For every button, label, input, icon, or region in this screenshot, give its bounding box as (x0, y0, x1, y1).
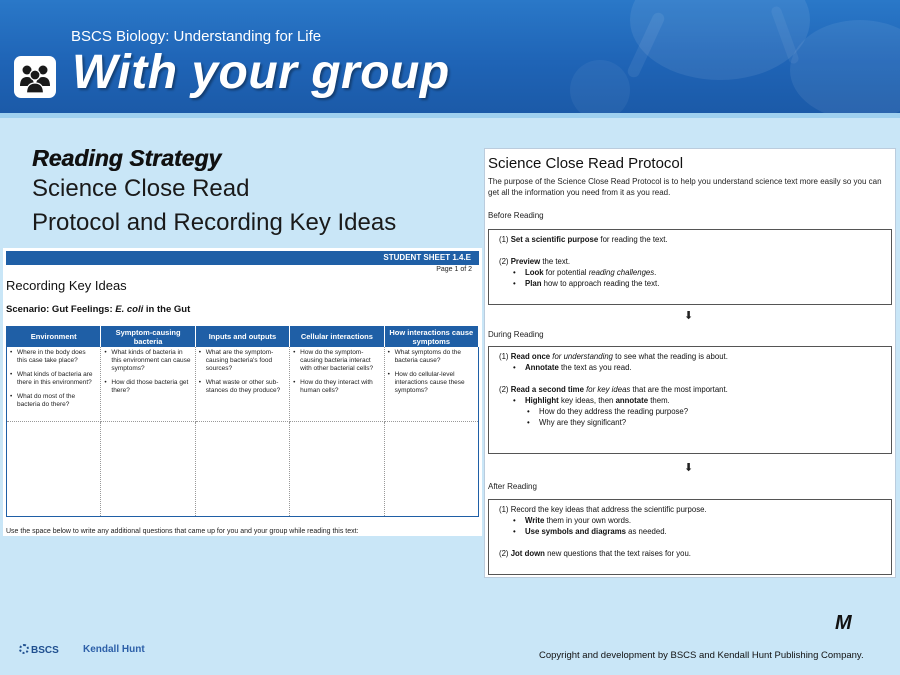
answer-cell (7, 422, 101, 517)
headline-line-1: Science Close Read (32, 175, 250, 202)
before-reading-label: Before Reading (488, 211, 544, 220)
step-text: that are the most important. (630, 385, 728, 394)
prompt-item: • What waste or other sub-stances do they produce? (199, 379, 286, 395)
table-cell (195, 347, 289, 422)
during-bullet-1 (511, 362, 881, 373)
during-reading-box (488, 346, 892, 454)
step-text: new questions that the text raises for you. (544, 549, 691, 558)
column-header: Symptom-causing bacteria (101, 327, 195, 347)
course-title: BSCS Biology: Understanding for Life (71, 28, 322, 45)
down-arrow-icon: ⬇ (684, 310, 694, 322)
during-step-2 (499, 384, 881, 395)
prompt-item: • What kinds of bacteria are there in this environment? (10, 371, 97, 387)
bscs-logo-icon (19, 644, 29, 654)
spacer (499, 373, 881, 384)
after-reading-label: After Reading (488, 482, 537, 491)
prompt-item: • How did those bacteria get there? (104, 379, 191, 395)
bullet-text: the text as you read. (558, 363, 632, 372)
bullet-bold: Use symbols and diagrams (525, 527, 626, 536)
table-row (7, 347, 479, 422)
after-bullet-1 (511, 515, 881, 526)
copyright-notice: Copyright and development by BSCS and Kendall Hunt Publishing Company. (539, 650, 864, 661)
column-header: Environment (7, 327, 101, 347)
step-italic: for key ideas (583, 385, 631, 394)
answer-cell (101, 422, 195, 517)
table-header-row (7, 327, 479, 347)
bullet-bold: Plan (525, 279, 542, 288)
step-text: the text. (540, 257, 571, 266)
prompt-item: • Where in the body does this case take place? (10, 349, 97, 365)
answer-cell (290, 422, 384, 517)
sheet-title: Recording Key Ideas (6, 278, 127, 293)
bullet-bold: Highlight (525, 396, 559, 405)
step-number: (1) (499, 352, 511, 361)
column-header: How interactions cause symptoms (384, 327, 478, 347)
answer-cell (195, 422, 289, 517)
after-step-1: (1) Record the key ideas that address the scientific purpose. (499, 505, 707, 514)
close-read-protocol-sheet (484, 148, 896, 578)
after-step-2 (499, 548, 881, 559)
step-number: (1) (499, 235, 511, 244)
table-cell (7, 347, 101, 422)
before-bullet-2 (511, 278, 881, 289)
answer-cell (384, 422, 478, 517)
prompt-item: • What do most of the bacteria do there? (10, 393, 97, 409)
header-banner (0, 0, 900, 113)
prompt-item: • What symptoms do the bacteria cause? (388, 349, 475, 365)
step-bold: Read a second time (510, 385, 584, 394)
step-bold: Read once (510, 352, 551, 361)
student-sheet-label: STUDENT SHEET 1.4.E (6, 251, 479, 265)
protocol-intro: The purpose of the Science Close Read Protocol is to help you understand science text more easily so you can get all the information you need from it as you read. (488, 177, 882, 197)
before-bullet-1 (511, 267, 881, 278)
table-cell (384, 347, 478, 422)
spacer (499, 245, 881, 256)
strategy-label: Reading Strategy (32, 145, 222, 171)
bullet-text: key ideas, then (558, 396, 616, 405)
after-bullet-2 (511, 526, 881, 537)
before-step-1 (499, 234, 881, 245)
table-cell (101, 347, 195, 422)
group-people-icon (14, 56, 56, 98)
kendall-hunt-logo: Kendall Hunt (83, 644, 145, 655)
bullet-bold-2: annotate (615, 396, 649, 405)
prompt-item: • How do the symptom-causing bacteria interact with other bacterial cells? (293, 349, 380, 373)
during-bullet-2 (511, 395, 881, 406)
bullet-bold: Annotate (525, 363, 559, 372)
before-reading-box (488, 229, 892, 305)
reading-strategy-headline (32, 145, 396, 240)
recording-key-ideas-sheet (3, 248, 482, 536)
bullet-text: how to approach reading the text. (541, 279, 660, 288)
step-number: (2) (499, 257, 511, 266)
headline-line-2: Protocol and Recording Key Ideas (32, 209, 397, 236)
table-row (7, 422, 479, 517)
step-bold: Set a scientific purpose (510, 235, 599, 244)
during-step-1 (499, 351, 881, 362)
bscs-logo-text: BSCS (31, 645, 59, 656)
spacer (499, 537, 881, 548)
step-bold: Preview (510, 257, 541, 266)
bullet-text: them in your own words. (544, 516, 632, 525)
during-reading-label: During Reading (488, 330, 544, 339)
bscs-logo (19, 644, 59, 656)
during-sub-bullet-1: • How do they address the reading purpose? (525, 406, 881, 417)
prompt-item: • What are the symptom-causing bacteria's food sources? (199, 349, 286, 373)
scenario-prefix: Scenario: Gut Feelings: (6, 304, 116, 315)
prompt-item: • What kinds of bacteria in this environment can cause symptoms? (104, 349, 191, 373)
column-header: Inputs and outputs (195, 327, 289, 347)
bullet-end: them. (648, 396, 670, 405)
scenario-line (6, 304, 190, 315)
banner-divider (0, 113, 900, 118)
bullet-bold: Write (525, 516, 545, 525)
down-arrow-icon: ⬇ (684, 462, 694, 474)
page-indicator: Page 1 of 2 (436, 266, 472, 273)
step-text: to see what the reading is about. (613, 352, 728, 361)
step-text: for reading the text. (598, 235, 668, 244)
module-mark: M (835, 612, 852, 634)
step-number: (2) (499, 549, 511, 558)
step-bold: Jot down (510, 549, 545, 558)
column-header: Cellular interactions (290, 327, 384, 347)
key-ideas-table (6, 326, 479, 517)
prompt-item: • How do they interact with human cells? (293, 379, 380, 395)
main-title: With your group (72, 46, 450, 99)
scenario-suffix: in the Gut (143, 304, 191, 315)
step-number: (2) (499, 385, 511, 394)
bullet-bold: Look (525, 268, 544, 277)
after-reading-box (488, 499, 892, 575)
before-step-2 (499, 256, 881, 267)
protocol-title: Science Close Read Protocol (488, 155, 684, 172)
scenario-organism: E. coli (115, 304, 144, 315)
table-cell (290, 347, 384, 422)
bullet-text: as needed. (625, 527, 667, 536)
bullet-text: for potential (543, 268, 589, 277)
step-italic: for understanding (550, 352, 613, 361)
prompt-item: • How do cellular-level interactions cause these symptoms? (388, 371, 475, 395)
bullet-end: . (654, 268, 657, 277)
bullet-italic: reading challenges (588, 268, 655, 277)
during-sub-bullet-2: • Why are they significant? (525, 417, 881, 428)
additional-questions-note: Use the space below to write any additional questions that came up for you and your group while reading this text: (6, 528, 359, 535)
